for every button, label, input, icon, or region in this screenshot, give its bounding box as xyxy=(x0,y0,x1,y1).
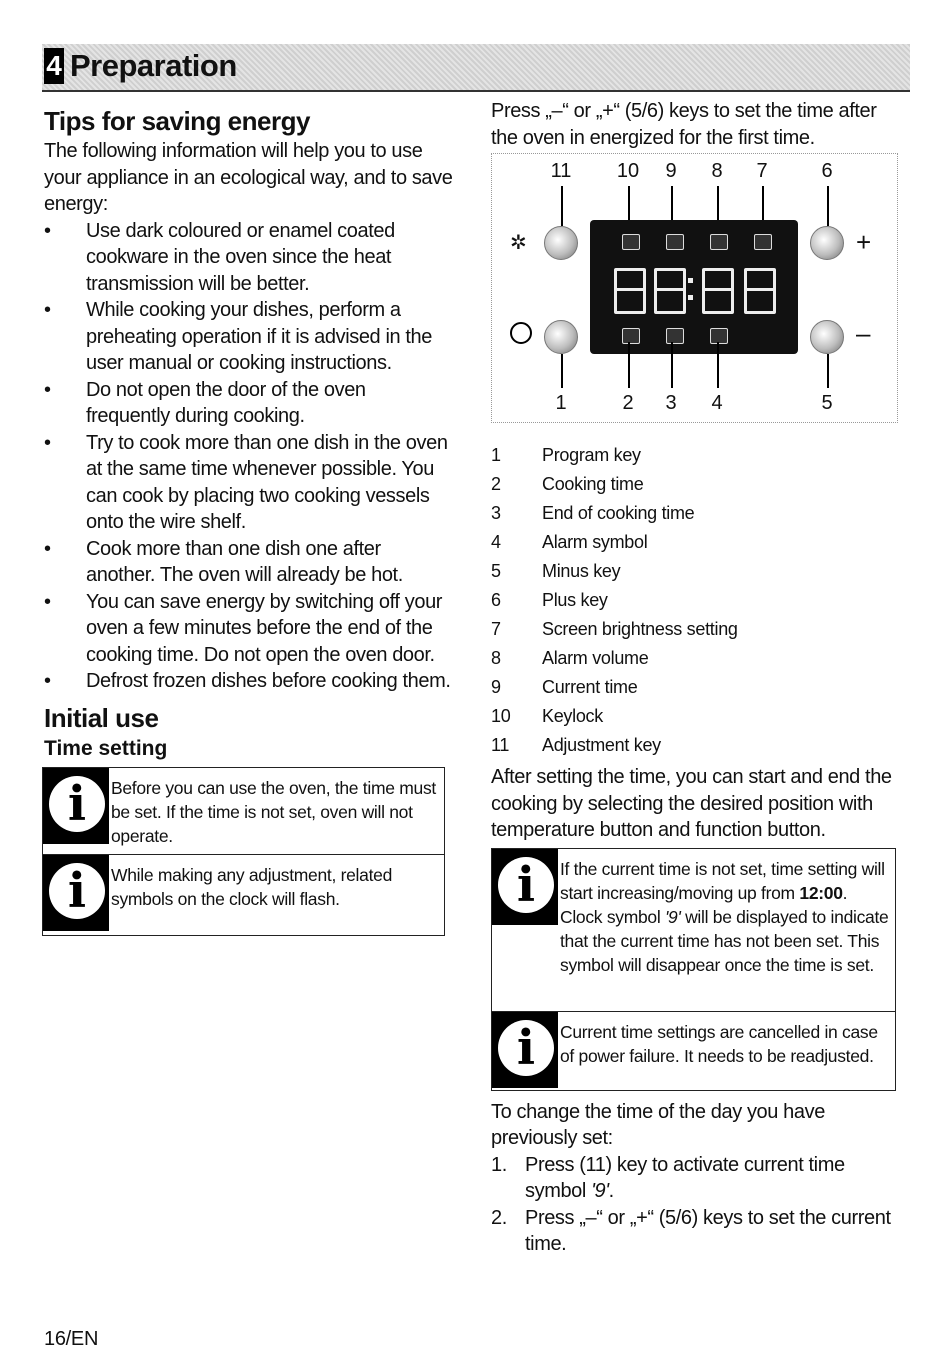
plus-knob[interactable] xyxy=(810,226,844,260)
right-column xyxy=(491,98,901,1258)
list-item: 8 Alarm volume xyxy=(491,648,649,668)
info-note xyxy=(43,855,444,935)
tips-intro: The following information will help you to use your appliance in an ecological way, and to save energy: xyxy=(44,140,453,215)
list-item: 2. Press „–“ or „+“ (5/6) keys to set the current time. xyxy=(491,1206,891,1255)
list-item: 10 Keylock xyxy=(491,706,603,726)
display-colon xyxy=(688,276,693,302)
callout-number: 10 xyxy=(616,160,640,182)
list-item: 2 Cooking time xyxy=(491,474,644,494)
callout-number: 1 xyxy=(555,392,567,414)
alarm-volume-icon xyxy=(710,234,728,250)
info-icon: i xyxy=(492,849,558,925)
change-intro: To change the time of the day you have previously set: xyxy=(491,1100,825,1149)
info-note xyxy=(43,768,444,855)
display-digit xyxy=(614,268,646,314)
program-knob[interactable] xyxy=(544,320,578,354)
list-item: 9 Current time xyxy=(491,677,638,697)
time-setting-heading: Time setting xyxy=(44,736,168,760)
callout-number: 2 xyxy=(622,392,634,414)
list-item: • Do not open the door of the oven frequently during cooking. xyxy=(44,377,454,430)
chapter-title: Preparation xyxy=(70,48,237,83)
list-item: 1. Press (11) key to activate current time symbol '9'. xyxy=(491,1153,845,1202)
info-note-text: Current time settings are cancelled in case of power failure. It needs to be readjusted. xyxy=(560,1021,878,1066)
minus-knob[interactable] xyxy=(810,320,844,354)
press-intro: Press „–“ or „+“ (5/6) keys to set the time after the oven in energized for the first time. xyxy=(491,100,877,149)
tips-heading: Tips for saving energy xyxy=(44,106,310,136)
info-icon: i xyxy=(492,1012,558,1088)
current-time-icon xyxy=(666,234,684,250)
callout-number: 9 xyxy=(665,160,677,182)
list-item: 4 Alarm symbol xyxy=(491,532,648,552)
minus-sign: – xyxy=(856,318,871,348)
callout-number: 3 xyxy=(665,392,677,414)
brightness-icon xyxy=(754,234,772,250)
callout-number: 6 xyxy=(821,160,833,182)
end-cooking-icon xyxy=(666,328,684,344)
info-icon: i xyxy=(43,855,109,931)
legend-list xyxy=(491,441,901,760)
list-item: 7 Screen brightness setting xyxy=(491,619,738,639)
after-setting-text: After setting the time, you can start and end the cooking by selecting the desired position with temperature button and function button. xyxy=(491,766,892,841)
info-note-text: While making any adjustment, related symbols on the clock will flash. xyxy=(111,864,393,909)
sun-brightness-icon: ✲ xyxy=(510,232,527,254)
clock-control-diagram xyxy=(491,153,898,423)
display-digit xyxy=(744,268,776,314)
list-item: 1 Program key xyxy=(491,445,641,465)
info-box-right xyxy=(491,848,896,1091)
list-item: • Cook more than one dish one after another. The oven will already be hot. xyxy=(44,536,454,589)
left-column xyxy=(44,104,454,936)
list-item: • You can save energy by switching off your oven a few minutes before the end of the cooking time. Do not open the oven door. xyxy=(44,589,454,669)
list-item: • Use dark coloured or enamel coated cookware in the oven since the heat transmission will be better. xyxy=(44,218,454,298)
adjustment-knob[interactable] xyxy=(544,226,578,260)
keylock-icon xyxy=(622,234,640,250)
chapter-number: 4 xyxy=(44,48,64,84)
steps-list xyxy=(491,1152,901,1258)
initial-use-heading: Initial use xyxy=(44,702,159,733)
info-note-text: If the current time is not set, time setting will start increasing/moving up from 12:00. Clock symbol '9' will be displayed to indicate that the current time has not been set. This symbol will disappear once the time is set. xyxy=(560,858,889,975)
list-item: 3 End of cooking time xyxy=(491,503,695,523)
list-item: 11 Adjustment key xyxy=(491,735,661,755)
callout-number: 7 xyxy=(756,160,768,182)
callout-number: 5 xyxy=(821,392,833,414)
list-item: • Try to cook more than one dish in the oven at the same time whenever possible. You can cook by placing two cooking vessels onto the wire shelf. xyxy=(44,430,454,536)
cooking-time-icon xyxy=(622,328,640,344)
info-box-left xyxy=(42,767,445,936)
clock-display xyxy=(590,220,798,354)
info-icon: i xyxy=(43,768,109,844)
info-note xyxy=(492,1012,895,1090)
info-note-text: Before you can use the oven, the time must be set. If the time is not set, oven will not operate. xyxy=(111,777,436,846)
callout-number: 11 xyxy=(550,160,572,182)
chapter-header xyxy=(42,44,910,92)
list-item: 6 Plus key xyxy=(491,590,608,610)
display-digit xyxy=(702,268,734,314)
plus-sign: + xyxy=(856,227,872,257)
callout-number: 4 xyxy=(711,392,723,414)
clock-icon xyxy=(510,322,532,344)
display-digit xyxy=(654,268,686,314)
page-number: 16/EN xyxy=(44,1328,99,1350)
tips-list xyxy=(44,218,454,695)
list-item: • Defrost frozen dishes before cooking them. xyxy=(44,668,454,695)
alarm-icon xyxy=(710,328,728,344)
list-item: • While cooking your dishes, perform a preheating operation if it is advised in the user manual or cooking instructions. xyxy=(44,297,454,377)
info-note xyxy=(492,849,895,1012)
callout-number: 8 xyxy=(711,160,723,182)
list-item: 5 Minus key xyxy=(491,561,621,581)
